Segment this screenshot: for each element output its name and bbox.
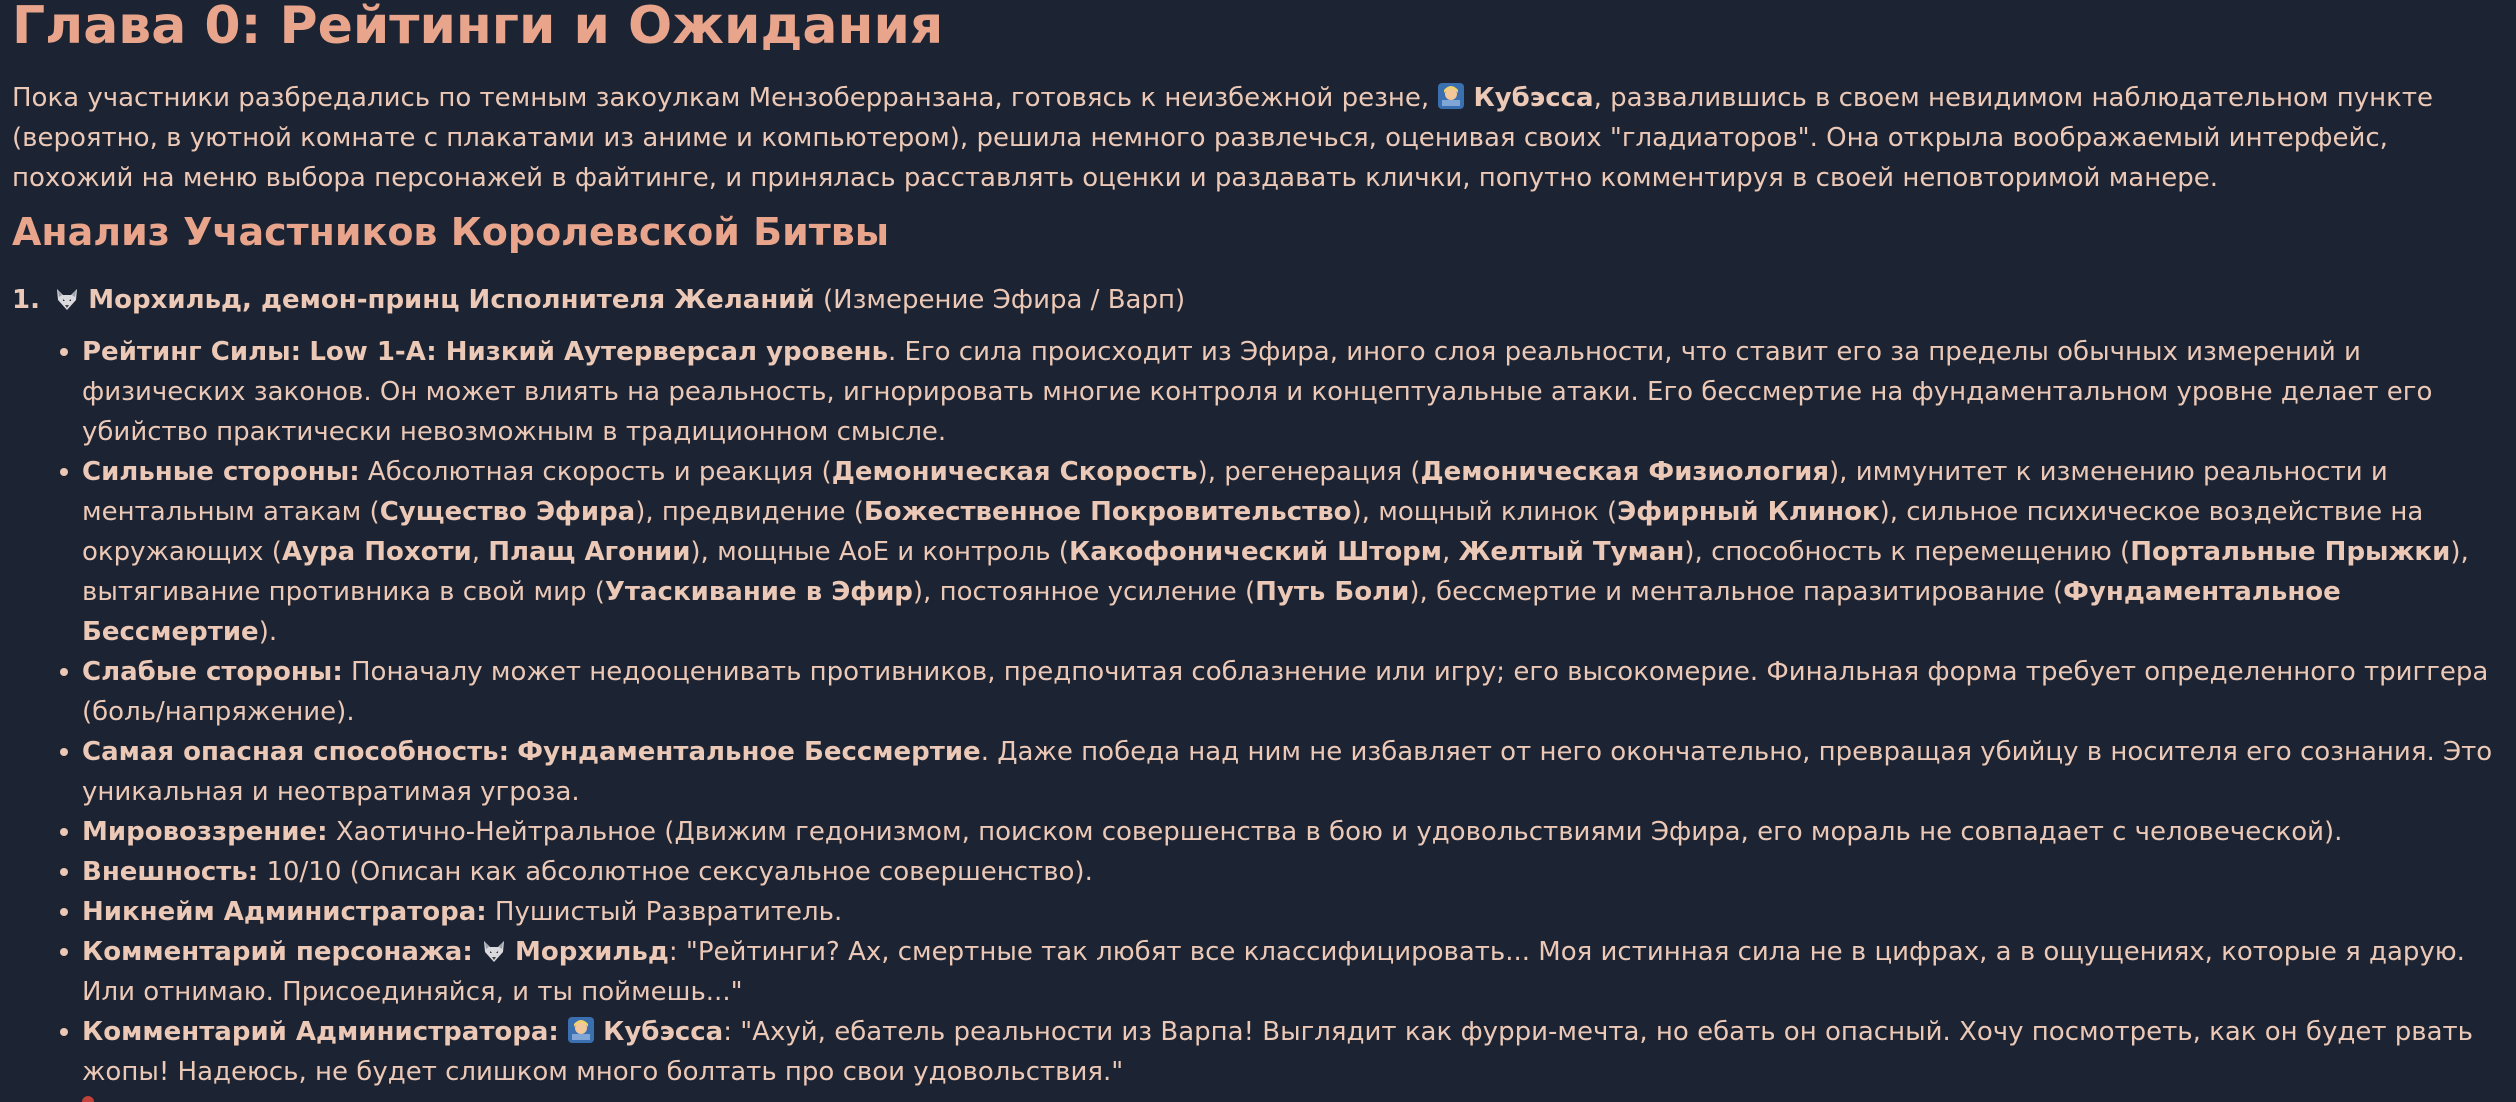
chapter-title: Глава 0: Рейтинги и Ожидания (12, 0, 944, 56)
nickname-text: Пушистый Развратитель. (486, 897, 843, 927)
strengths-text-13: ), бессмертие и ментальное паразитирование ( (1409, 577, 2064, 607)
strength-path-of-pain: Путь Боли (1255, 577, 1410, 607)
wolf-icon (481, 938, 507, 964)
participant-heading (12, 280, 2504, 320)
strengths-text-9: , (1442, 537, 1459, 567)
list-item-appearance (82, 852, 2504, 892)
strengths-text-12: ), постоянное усиление ( (912, 577, 1256, 607)
intro-admin-name: Кубэсса (1473, 83, 1594, 113)
strength-agony-cloak: Плащ Агонии (488, 537, 691, 567)
alignment-label: Мировоззрение: (82, 817, 328, 847)
appearance-text: 10/10 (Описан как абсолютное сексуальное совершенство). (258, 857, 1093, 887)
char-comment-name: Морхильд (515, 937, 669, 967)
participant-name: Морхильд, демон-принц Исполнителя Желаний (88, 285, 815, 315)
next-item-bullet-edge (82, 1096, 94, 1102)
strengths-text-3: ), иммунитет к изменению реальности и ментальным атакам ( (82, 457, 2388, 527)
strengths-text-8: ), мощные АоЕ и контроль ( (690, 537, 1069, 567)
appearance-label: Внешность: (82, 857, 259, 887)
list-item-nickname (82, 892, 2504, 932)
list-item-dangerous-ability (82, 732, 2504, 812)
list-item-character-comment (82, 932, 2504, 1012)
intro-text-after: , развалившись в своем невидимом наблюдательном пункте (вероятно, в уютной комнате с плакатами из аниме и компьютером), решила немного развлечься, оценивая своих "гладиаторов". Она открыла воображаемый интерфейс, похожий на меню выбора персонажей в файтинге, и принялась расставлять оценки и раздавать клички, попутно комментируя в своей неповторимой манере. (12, 83, 2434, 193)
strength-cacophonic-storm: Какофонический Шторм (1068, 537, 1443, 567)
strengths-text-11: ), вытягивание противника в свой мир ( (82, 537, 2469, 607)
strength-portal-jumps: Портальные Прыжки (2130, 537, 2451, 567)
strength-fundamental-immortality: Фундаментальное Бессмертие (82, 577, 2341, 647)
list-item-strengths (82, 452, 2504, 652)
list-item-alignment (82, 812, 2504, 852)
participant-number: 1. (12, 285, 40, 315)
wolf-icon (54, 286, 80, 312)
strengths-text-5: ), мощный клинок ( (1351, 497, 1618, 527)
intro-paragraph (12, 78, 2504, 198)
strength-divine-patronage: Божественное Покровительство (863, 497, 1352, 527)
strengths-text-10: ), способность к перемещению ( (1684, 537, 2131, 567)
weaknesses-label: Слабые стороны: (82, 657, 343, 687)
strength-demonic-physiology: Демоническая Физиология (1420, 457, 1830, 487)
strength-lust-aura: Аура Похоти (281, 537, 472, 567)
nickname-label: Никнейм Администратора: (82, 897, 487, 927)
power-text: . Его сила происходит из Эфира, иного слоя реальности, что ставит его за пределы обычных измерений и физических законов. Он может влиять на реальность, игнорировать многие контроля и концептуальные атаки. Его бессмертие на фундаментальном уровне делает его убийство практически невозможным в традиционном смысле. (82, 337, 2433, 447)
strength-ether-drag: Утаскивание в Эфир (604, 577, 913, 607)
dangerous-text: . Даже победа над ним не избавляет от него окончательно, превращая убийцу в носителя его сознания. Это уникальная и неотвратимая угроза. (82, 737, 2493, 807)
admin-avatar-icon (1437, 82, 1465, 110)
strengths-label: Сильные стороны: (82, 457, 360, 487)
weaknesses-text: Поначалу может недооценивать противников, предпочитая соблазнение или игру; его высокомерие. Финальная форма требует определенного триггера (боль/напряжение). (82, 657, 2489, 727)
strengths-text-14: ). (258, 617, 278, 647)
char-comment-label: Комментарий персонажа: (82, 937, 473, 967)
strengths-text-4: ), предвидение ( (635, 497, 864, 527)
participant-origin: (Измерение Эфира / Варп) (823, 285, 1186, 315)
participant-details-list (12, 332, 2504, 1092)
admin-comment-label: Комментарий Администратора: (82, 1017, 559, 1047)
intro-text-before: Пока участники разбредались по темным закоулкам Мензоберранзана, готовясь к неизбежной резне, (12, 83, 1438, 113)
dangerous-label: Самая опасная способность: (82, 737, 510, 767)
strengths-text-6: ), сильное психическое воздействие на окружающих ( (82, 497, 2424, 567)
list-item-power (82, 332, 2504, 452)
dangerous-ability-name: Фундаментальное Бессмертие (517, 737, 981, 767)
strengths-text-2: ), регенерация ( (1197, 457, 1421, 487)
strengths-text-1: Абсолютная скорость и реакция ( (359, 457, 832, 487)
strengths-text-7: , (471, 537, 489, 567)
char-comment-text: : "Рейтинги? Ах, смертные так любят все классифицировать... Моя истинная сила не в цифрах, а в ощущениях, которые я дарую. Или отнимаю. Присоединяйся, и ты поймешь..." (82, 937, 2465, 1007)
list-item-admin-comment (82, 1012, 2504, 1092)
strength-ether-blade: Эфирный Клинок (1617, 497, 1880, 527)
list-item-weaknesses (82, 652, 2504, 732)
strength-demonic-speed: Демоническая Скорость (831, 457, 1198, 487)
admin-avatar-icon (567, 1016, 595, 1044)
strength-ether-being: Существо Эфира (379, 497, 636, 527)
power-rating: Low 1-A: Низкий Аутерверсал уровень (309, 337, 889, 367)
alignment-text: Хаотично-Нейтральное (Движим гедонизмом, поиском совершенства в бою и удовольствиями Эфира, его мораль не совпадает с человеческой). (327, 817, 2343, 847)
power-label: Рейтинг Силы: (82, 337, 302, 367)
section-title: Анализ Участников Королевской Битвы (12, 210, 890, 254)
admin-comment-text: : "Ахуй, ебатель реальности из Варпа! Выглядит как фурри-мечта, но ебать он опасный. Хочу посмотреть, как он будет рвать жопы! Надеюсь, не будет слишком много болтать про свои удовольствия." (82, 1017, 2473, 1087)
admin-comment-name: Кубэсса (603, 1017, 724, 1047)
strength-yellow-fog: Желтый Туман (1458, 537, 1685, 567)
